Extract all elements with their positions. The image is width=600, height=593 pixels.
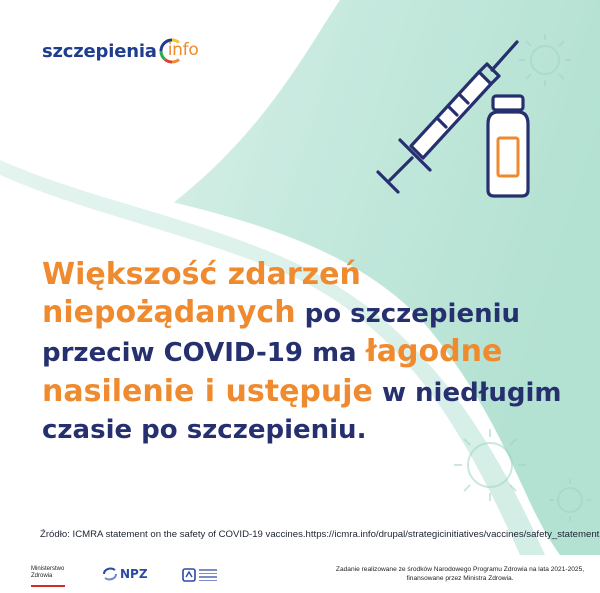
npz-logo (102, 567, 148, 581)
ministry-red-bar (31, 585, 65, 587)
ministry-line-2: Zdrowia (31, 573, 53, 579)
funding-note (330, 566, 590, 583)
headline-text: czasie po szczepieniu. (42, 415, 367, 445)
logo-info-text: info (167, 40, 199, 60)
npz-text: NPZ (120, 567, 148, 581)
headline-text: w niedługim (372, 377, 562, 408)
source-citation: Źródło: ICMRA statement on the safety of COVID-19 vaccines.https://icmra.info/drupal/strategicinitiatives/vaccines/safety_statement (40, 529, 600, 540)
headline-highlight: łagodne (365, 334, 503, 369)
headline (42, 256, 562, 450)
headline-line-1 (42, 256, 562, 294)
health-programme-logo (182, 567, 217, 583)
ministry-of-health-logo (31, 566, 64, 580)
headline-highlight: nasilenie i ustępuje (42, 373, 373, 409)
logo-wordmark: szczepienia (42, 40, 157, 62)
npz-swirl-icon (102, 567, 118, 581)
headline-highlight: niepożądanych (42, 294, 296, 330)
funding-line-1: Zadanie realizowane ze środków Narodowego Programu Zdrowia na lata 2021-2025, (335, 566, 585, 573)
headline-text: przeciw COVID-19 ma (42, 338, 366, 368)
funding-line-2: finansowane przez Ministra Zdrowia. (406, 574, 514, 582)
vaccine-illustration (360, 34, 540, 204)
headline-line-3 (42, 333, 562, 373)
headline-line-2 (42, 294, 562, 334)
logo-ring-icon (159, 38, 199, 64)
headline-line-5 (42, 412, 562, 450)
ministry-line-1: Ministerstwo (31, 566, 65, 572)
programme-text-lines (199, 567, 217, 583)
szczepienia-info-logo (42, 38, 199, 64)
vaccine-vial-icon (488, 96, 528, 196)
programme-emblem-icon (182, 568, 196, 582)
headline-text: po szczepieniu (295, 298, 521, 329)
headline-highlight: Większość zdarzeń (42, 257, 361, 292)
headline-line-4 (42, 373, 562, 413)
